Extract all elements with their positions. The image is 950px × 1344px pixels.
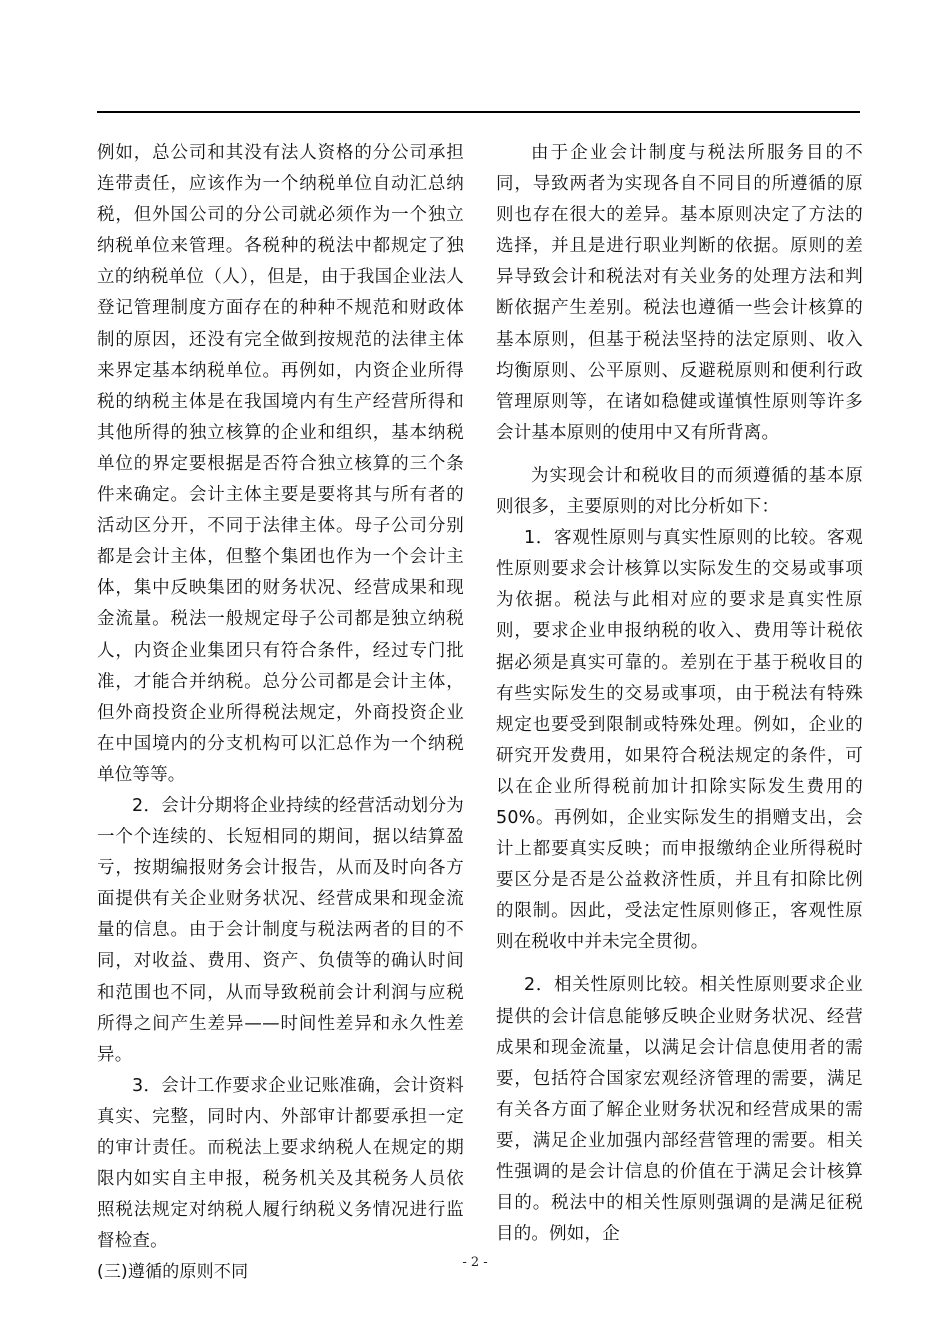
left-column xyxy=(97,138,464,1288)
right-column xyxy=(496,138,863,1250)
right-paragraph-4: 2．相关性原则比较。相关性原则要求企业提供的会计信息能够反映企业财务状况、经营成果和现金流量，以满足会计信息使用者的需要，包括符合国家宏观经济管理的需要，满足有关各方面了解企业财务状况和经营成果的需要，满足企业加强内部经营管理的需要。相关性强调的是会计信息的价值在于满足会计核算目的。税法中的相关性原则强调的是满足征税目的。例如，企 xyxy=(496,975,863,1245)
page-number: - 2 - xyxy=(462,1255,488,1270)
left-paragraph-2: 2．会计分期将企业持续的经营活动划分为一个个连续的、长短相同的期间，据以结算盈亏，按期编报财务会计报告，从而及时向各方面提供有关企业财务状况、经营成果和现金流量的信息。由于会计制度与税法两者的目的不同，对收益、费用、资产、负债等的确认时间和范围也不同，从而导致税前会计利润与应税所得之间产生差异——时间性差异和永久性差异。 xyxy=(97,795,464,1065)
right-paragraph-3: 1．客观性原则与真实性原则的比较。客观性原则要求会计核算以实际发生的交易或事项为依据。税法与此相对应的要求是真实性原则，要求企业申报纳税的收入、费用等计税依据必须是真实可靠的。差别在于基于税收目的有些实际发生的交易或事项，由于税法有特殊规定也要受到限制或特殊处理。例如，企业的研究开发费用，如果符合税法规定的条件，可以在企业所得税前加计扣除实际发生费用的50%。再例如，企业实际发生的捐赠支出，会计上都要真实反映；而申报缴纳企业所得税时要区分是否是公益救济性质，并且有扣除比例的限制。因此，受法定性原则修正，客观性原则在税收中并未完全贯彻。 xyxy=(496,528,863,953)
left-paragraph-3: 3．会计工作要求企业记账准确，会计资料真实、完整，同时内、外部审计都要承担一定的审计责任。而税法上要求纳税人在规定的期限内如实自主申报，税务机关及其税务人员依照税法规定对纳税人履行纳税义务情况进行监督检查。 xyxy=(97,1075,464,1252)
right-paragraph-2: 为实现会计和税收目的而须遵循的基本原则很多，主要原则的对比分析如下： xyxy=(496,465,863,518)
right-paragraph-1: 由于企业会计制度与税法所服务目的不同，导致两者为实现各自不同目的所遵循的原则也存在很大的差异。基本原则决定了方法的选择，并且是进行职业判断的依据。原则的差异导致会计和税法对有关业务的处理方法和判断依据产生差别。税法也遵循一些会计核算的基本原则，但基于税法坚持的法定原则、收入均衡原则、公平原则、反避税原则和便利行政管理原则等，在诸如稳健或谨慎性原则等许多会计基本原则的使用中又有所背离。 xyxy=(496,143,863,443)
header-rule xyxy=(97,111,860,113)
section-heading: (三)遵循的原则不同 xyxy=(97,1262,249,1283)
left-paragraph-1: 例如，总公司和其没有法人资格的分公司承担连带责任，应该作为一个纳税单位自动汇总纳税，但外国公司的分公司就必须作为一个独立纳税单位来管理。各税种的税法中都规定了独立的纳税单位（人），但是，由于我国企业法人登记管理制度方面存在的种种不规范和财政体制的原因，还没有完全做到按规范的法律主体来界定基本纳税单位。再例如，内资企业所得税的纳税主体是在我国境内有生产经营所得和其他所得的独立核算的企业和组织，基本纳税单位的界定要根据是否符合独立核算的三个条件来确定。会计主体主要是要将其与所有者的活动区分开，不同于法律主体。母子公司分别都是会计主体，但整个集团也作为一个会计主体，集中反映集团的财务状况、经营成果和现金流量。税法一般规定母子公司都是独立纳税人，内资企业集团只有符合条件，经过专门批准，才能合并纳税。总分公司都是会计主体，但外商投资企业所得税法规定，外商投资企业在中国境内的分支机构可以汇总作为一个纳税单位等等。 xyxy=(97,143,464,785)
